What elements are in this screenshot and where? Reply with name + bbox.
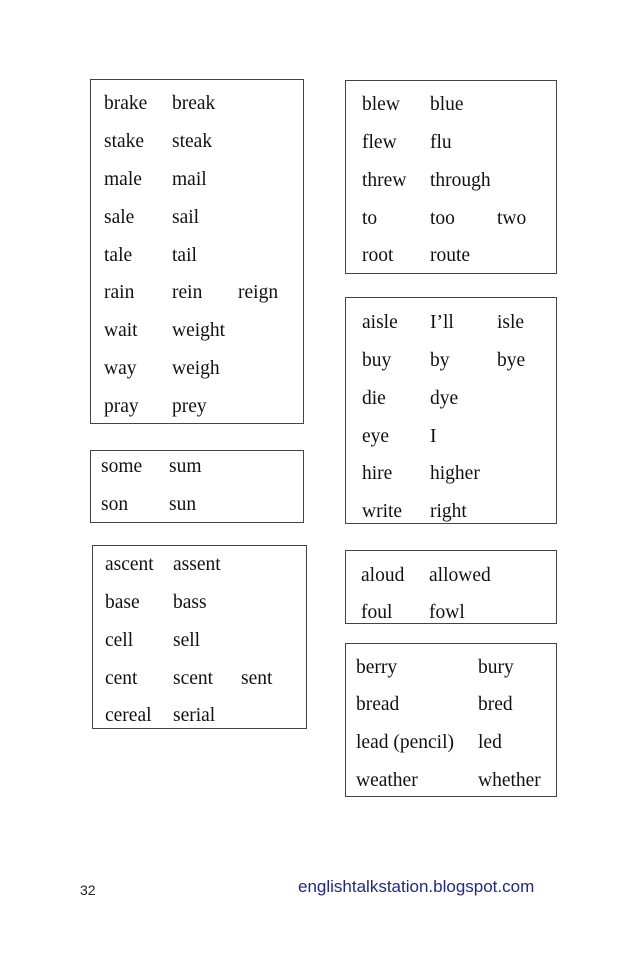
- word: eye: [362, 426, 390, 447]
- word-row: [346, 243, 556, 269]
- word: assent: [173, 554, 221, 575]
- homophone-box-d: [345, 80, 557, 274]
- word: bred: [478, 694, 513, 715]
- word-row: [91, 243, 303, 269]
- word: sell: [173, 630, 201, 651]
- word-row: [91, 454, 303, 480]
- word-row: [346, 499, 556, 525]
- word: sum: [169, 456, 202, 477]
- word: dye: [430, 388, 459, 409]
- word-row: [91, 91, 303, 117]
- word: led: [478, 732, 502, 753]
- word: I’ll: [430, 312, 454, 333]
- word: weight: [172, 320, 226, 341]
- word-row: [346, 730, 556, 756]
- homophone-box-f: [345, 550, 557, 624]
- word-row: [93, 666, 306, 692]
- word: reign: [238, 282, 279, 303]
- word-row: [91, 492, 303, 518]
- word: son: [101, 494, 129, 515]
- word-row: [346, 461, 556, 487]
- word: mail: [172, 169, 207, 190]
- word-row: [346, 655, 556, 681]
- word-row: [346, 130, 556, 156]
- word: pray: [104, 396, 139, 417]
- word-row: [91, 394, 303, 420]
- word: to: [362, 208, 378, 229]
- word: bye: [497, 350, 526, 371]
- word-row: [93, 628, 306, 654]
- homophone-box-e: [345, 297, 557, 524]
- word: male: [104, 169, 142, 190]
- word: sale: [104, 207, 135, 228]
- word: sun: [169, 494, 197, 515]
- word-row: [346, 600, 556, 626]
- word: prey: [172, 396, 207, 417]
- word: cent: [105, 668, 138, 689]
- homophone-box-g: [345, 643, 557, 797]
- word: ascent: [105, 554, 154, 575]
- word: too: [430, 208, 455, 229]
- word: cell: [105, 630, 134, 651]
- word: allowed: [429, 565, 491, 586]
- word: scent: [173, 668, 214, 689]
- word-row: [346, 310, 556, 336]
- word-row: [91, 167, 303, 193]
- homophone-box-c: [92, 545, 307, 729]
- word: aloud: [361, 565, 405, 586]
- word: through: [430, 170, 491, 191]
- word-row: [346, 563, 556, 589]
- homophone-box-b: [90, 450, 304, 523]
- word: serial: [173, 705, 216, 726]
- page-number: 32: [80, 882, 96, 898]
- word: way: [104, 358, 137, 379]
- word-row: [93, 590, 306, 616]
- homophone-box-a: [90, 79, 304, 424]
- word: bread: [356, 694, 400, 715]
- website-link[interactable]: englishtalkstation.blogspot.com: [298, 877, 535, 896]
- word: bury: [478, 657, 514, 678]
- word: whether: [478, 770, 541, 791]
- word: stake: [104, 131, 145, 152]
- word: threw: [362, 170, 407, 191]
- word: berry: [356, 657, 398, 678]
- word: rein: [172, 282, 203, 303]
- word: break: [172, 93, 216, 114]
- word-row: [346, 424, 556, 450]
- word: rain: [104, 282, 135, 303]
- word: right: [430, 501, 467, 522]
- word: sail: [172, 207, 200, 228]
- word: buy: [362, 350, 392, 371]
- word-row: [91, 318, 303, 344]
- word: by: [430, 350, 450, 371]
- word-row: [346, 206, 556, 232]
- word: route: [430, 245, 471, 266]
- word: some: [101, 456, 143, 477]
- word: sent: [241, 668, 273, 689]
- word: flu: [430, 132, 452, 153]
- word: base: [105, 592, 140, 613]
- word-row: [346, 386, 556, 412]
- word-row: [346, 92, 556, 118]
- word-row: [346, 348, 556, 374]
- word: steak: [172, 131, 213, 152]
- word-row: [93, 703, 306, 729]
- word: cereal: [105, 705, 152, 726]
- word-row: [93, 552, 306, 578]
- word-row: [91, 205, 303, 231]
- word: die: [362, 388, 386, 409]
- word: write: [362, 501, 403, 522]
- word-row: [346, 692, 556, 718]
- word-row: [346, 768, 556, 794]
- word: tale: [104, 245, 133, 266]
- word: root: [362, 245, 394, 266]
- word-row: [91, 129, 303, 155]
- word: isle: [497, 312, 525, 333]
- word: weigh: [172, 358, 220, 379]
- word-row: [91, 280, 303, 306]
- word-row: [346, 168, 556, 194]
- word: lead (pencil): [356, 732, 454, 753]
- word: bass: [173, 592, 207, 613]
- word: fowl: [429, 602, 465, 623]
- word: flew: [362, 132, 397, 153]
- word: blue: [430, 94, 464, 115]
- word: weather: [356, 770, 418, 791]
- word: hire: [362, 463, 393, 484]
- word: higher: [430, 463, 480, 484]
- word: foul: [361, 602, 393, 623]
- word: brake: [104, 93, 148, 114]
- word: aisle: [362, 312, 398, 333]
- word: I: [430, 426, 437, 447]
- word: two: [497, 208, 527, 229]
- word: wait: [104, 320, 138, 341]
- word: tail: [172, 245, 197, 266]
- word: blew: [362, 94, 400, 115]
- word-row: [91, 356, 303, 382]
